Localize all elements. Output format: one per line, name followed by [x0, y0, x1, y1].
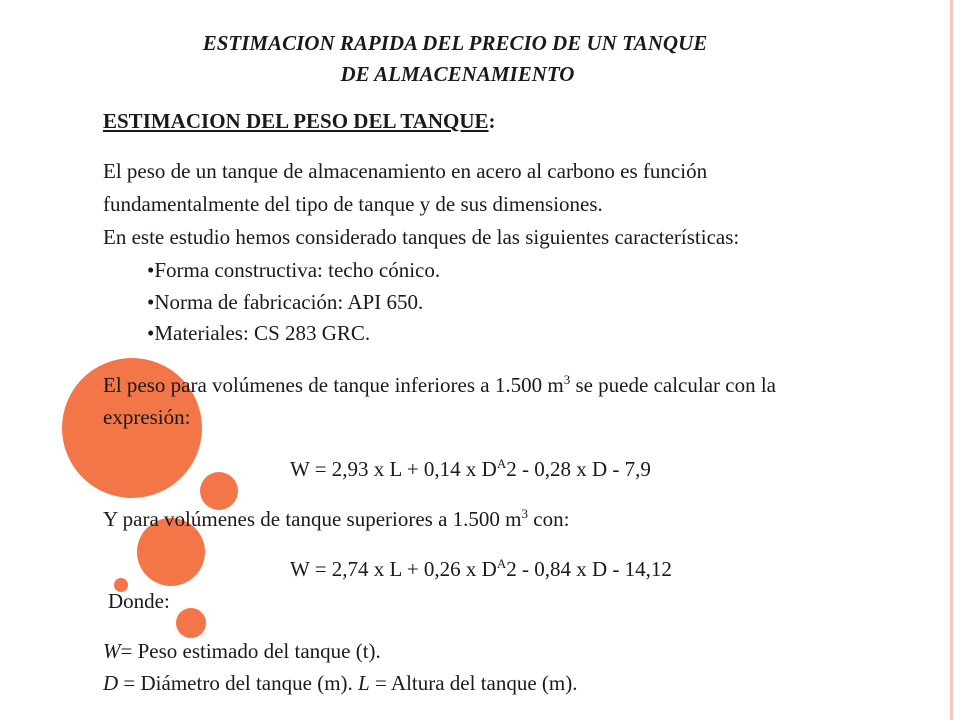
- formula-1-end: 2 - 0,28 x D - 7,9: [506, 457, 651, 481]
- paragraph-2-line1: [103, 372, 776, 398]
- paragraph-3-text-end: con:: [528, 507, 570, 531]
- definition-d-text: = Diámetro del tanque (m).: [118, 671, 359, 695]
- formula-1-sup: A: [496, 456, 507, 471]
- formula-2-sup: A: [496, 556, 507, 571]
- bullet-item: •Forma constructiva: techo cónico.: [147, 258, 441, 282]
- section-heading: [103, 108, 496, 134]
- slide-title-line1: ESTIMACION RAPIDA DEL PRECIO DE UN TANQUE: [202, 31, 708, 55]
- bullet-item: •Norma de fabricación: API 650.: [147, 290, 424, 314]
- superscript-3: 3: [521, 506, 529, 521]
- superscript-3: 3: [563, 372, 571, 387]
- paragraph-1-line1: El peso de un tanque de almacenamiento en acero al carbono es función: [103, 159, 708, 183]
- definition-l-text: = Altura del tanque (m).: [369, 671, 578, 695]
- paragraph-2-text: El peso para volúmenes de tanque inferiores a 1.500 m: [103, 373, 564, 397]
- variable-w: W: [103, 639, 121, 663]
- donde-label: Donde:: [108, 589, 170, 613]
- formula-1-main: W = 2,93 x L + 0,14 x D: [290, 457, 497, 481]
- section-heading-colon: :: [488, 109, 496, 133]
- definition-w: [103, 638, 381, 664]
- variable-d: D: [103, 671, 119, 695]
- definition-w-text: = Peso estimado del tanque (t).: [120, 639, 381, 663]
- paragraph-3: [103, 506, 569, 532]
- variable-l: L: [358, 671, 370, 695]
- paragraph-1-line3: En este estudio hemos considerado tanques de las siguientes características:: [103, 225, 740, 249]
- formula-2: [290, 556, 672, 582]
- formula-2-main: W = 2,74 x L + 0,26 x D: [290, 557, 497, 581]
- paragraph-2-line2: expresión:: [103, 405, 191, 429]
- formula-2-end: 2 - 0,84 x D - 14,12: [506, 557, 672, 581]
- paragraph-2-text-end: se puede calcular con la: [570, 373, 776, 397]
- paragraph-3-text: Y para volúmenes de tanque superiores a 1.500 m: [103, 507, 522, 531]
- definition-d-l: [103, 670, 578, 696]
- section-heading-text: ESTIMACION DEL PESO DEL TANQUE: [103, 109, 489, 133]
- formula-1: [290, 456, 651, 482]
- bullet-item: •Materiales: CS 283 GRC.: [147, 321, 371, 345]
- slide-title-line2: DE ALMACENAMIENTO: [340, 62, 575, 86]
- paragraph-1-line2: fundamentalmente del tipo de tanque y de sus dimensiones.: [103, 192, 603, 216]
